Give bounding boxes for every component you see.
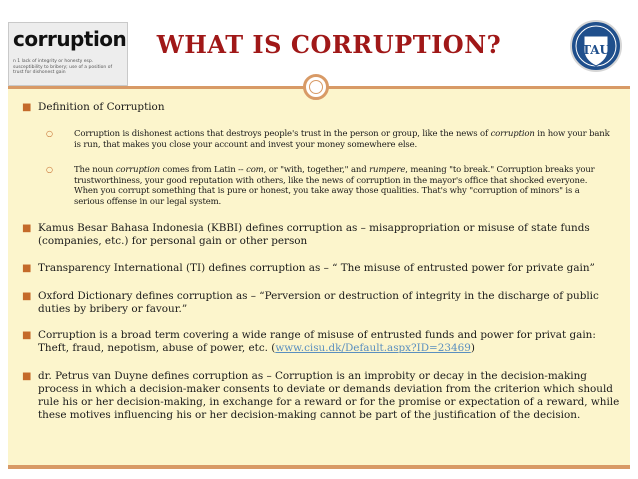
circle-bullet-icon: ○ bbox=[46, 165, 53, 174]
content-panel bbox=[8, 89, 630, 465]
cisu-link[interactable]: www.cisu.dk/Default.aspx?ID=23469 bbox=[275, 342, 471, 354]
circle-ornament-icon bbox=[303, 74, 329, 100]
bullet-text: Corruption is a broad term covering a wide range of misuse of entrusted funds and power for privat gain: Theft, fraud, nepotism, abuse of power, etc. (www.cisu.dk/Default.aspx?ID=23469) bbox=[38, 329, 596, 354]
bullet-text: dr. Petrus van Duyne defines corruption as – Corruption is an improbity or decay in the decision-making process in which a decision-maker consents to deviate or demands deviation from the criterion which should rule his or her decision-making, in exchange for a reward or for the promise or expectation of a reward, while these motives influencing his or her decision-making cannot be part of the justification of the decision. bbox=[38, 370, 620, 421]
corruption-logo-image bbox=[8, 22, 128, 86]
sub-list-item bbox=[46, 165, 611, 207]
logo-right-text: TAU bbox=[581, 43, 611, 57]
sub-bullet-text: Corruption is dishonest actions that destroys people's trust in the person or group, like the news of corruption in how your bank is run, that makes you close your account and invest your money somewhere else. bbox=[74, 129, 610, 150]
bottom-divider bbox=[8, 465, 630, 469]
list-item bbox=[22, 262, 622, 275]
list-item bbox=[22, 101, 622, 114]
square-bullet-icon: ■ bbox=[22, 263, 32, 274]
bullet-text: Kamus Besar Bahasa Indonesia (KBBI) defines corruption as – misappropriation or misuse of state funds (companies, etc.) for personal gain or other person bbox=[38, 222, 590, 247]
logo-word: corruption bbox=[13, 27, 127, 51]
list-item bbox=[22, 370, 622, 422]
square-bullet-icon: ■ bbox=[22, 371, 32, 382]
square-bullet-icon: ■ bbox=[22, 102, 32, 113]
sub-list-item bbox=[46, 129, 611, 150]
square-bullet-icon: ■ bbox=[22, 330, 32, 341]
bullet-text: Definition of Corruption bbox=[38, 101, 165, 113]
slide-title: WHAT IS CORRUPTION? bbox=[156, 30, 502, 59]
circle-bullet-icon: ○ bbox=[46, 129, 53, 138]
sub-bullet-text: The noun corruption comes from Latin -- com, or "with, together," and rumpere, meaning "to break." Corruption breaks your trustworthiness, your good reputation with others, like the news of corruption in the mayor's office that shocked everyone. When you corrupt something that is pure or honest, you take away those qualities. That's why "corruption of minors" is a serious offense in our legal system. bbox=[74, 165, 595, 207]
square-bullet-icon: ■ bbox=[22, 223, 32, 234]
bullet-text: Oxford Dictionary defines corruption as – “Perversion or destruction of integrity in the discharge of public duties by bribery or favour.” bbox=[38, 290, 599, 315]
list-item bbox=[22, 329, 622, 355]
university-shield-logo-icon bbox=[570, 16, 622, 76]
list-item bbox=[22, 222, 622, 248]
list-item bbox=[22, 290, 622, 316]
bullet-text: Transparency International (TI) defines corruption as – “ The misuse of entrusted power for private gain” bbox=[38, 262, 595, 274]
logo-fine-print: n 1 lack of integrity or honesty esp. susceptibility to bribery; use of a position of trust for dishonest gain bbox=[13, 59, 113, 75]
square-bullet-icon: ■ bbox=[22, 291, 32, 302]
